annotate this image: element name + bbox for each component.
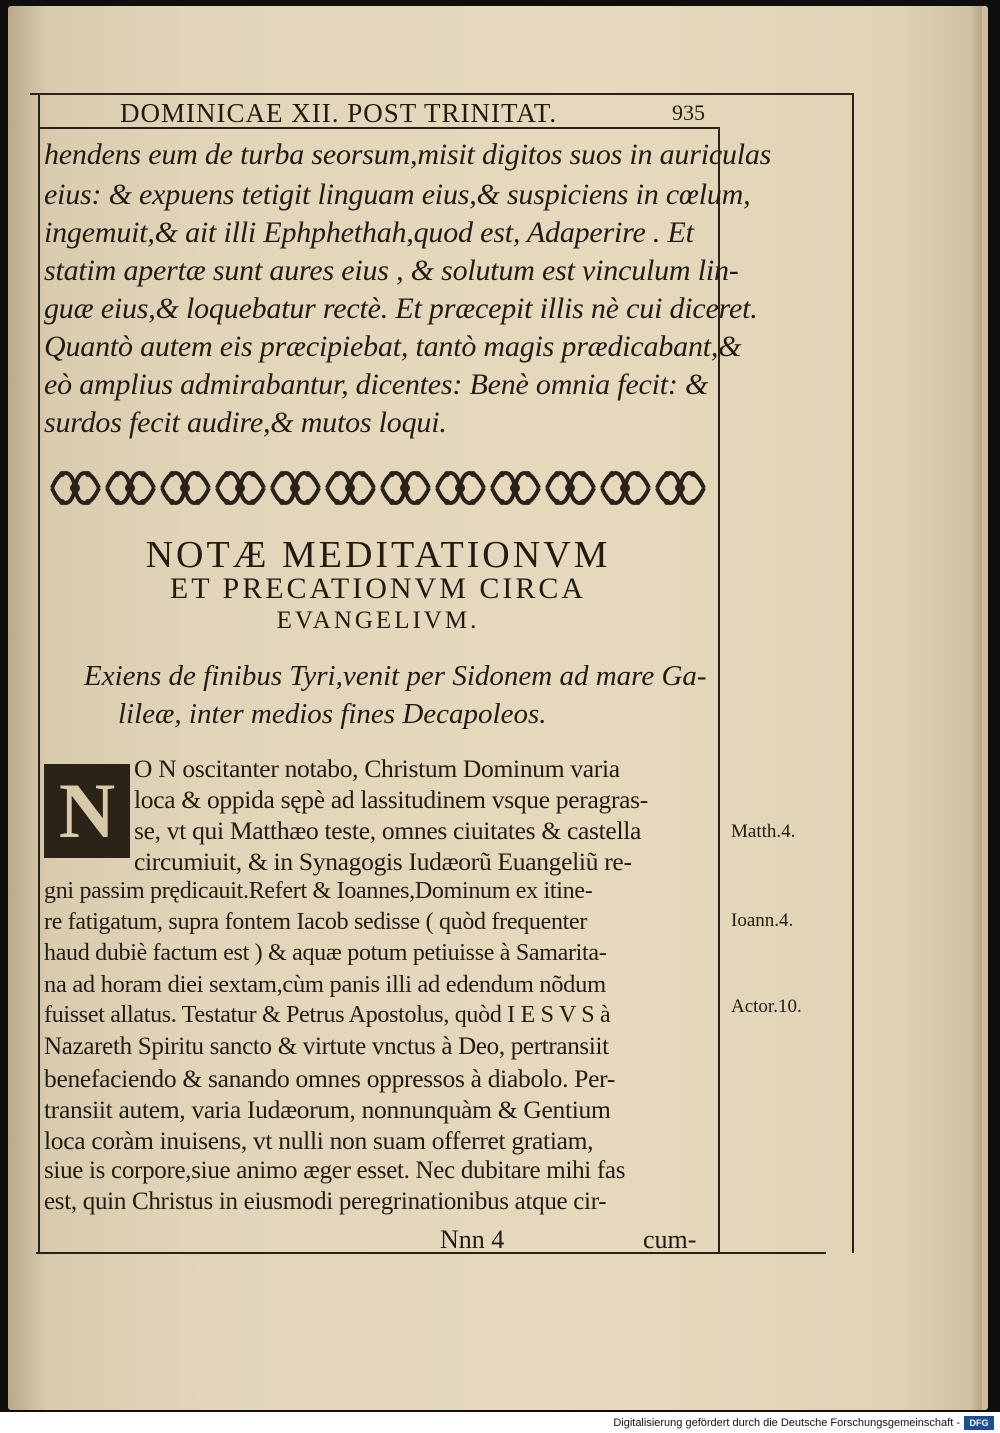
body-line: est, quin Christus in eiusmodi peregrinationibus atque cir-	[44, 1188, 607, 1215]
gospel-line: eius: & expuens tetigit linguam eius,& suspiciens in cœlum,	[44, 178, 751, 211]
verse-line: lileæ, inter medios fines Decapoleos.	[118, 698, 547, 730]
body-line: circumiuit, & in Synagogis Iudæorũ Euangeliũ re-	[134, 847, 632, 876]
decorative-border-ornament	[48, 462, 708, 514]
left-frame-rule	[38, 93, 40, 1253]
margin-frame-rule	[852, 93, 854, 1253]
verse-line: Exiens de finibus Tyri,venit per Sidonem ad mare Ga-	[84, 660, 707, 692]
gospel-line: surdos fecit audire,& mutos loqui.	[44, 406, 447, 439]
marginal-note: Ioann.4.	[731, 910, 794, 931]
catchword: cum-	[643, 1225, 697, 1254]
gospel-line: Quantò autem eis præcipiebat, tantò magis prædicabant,&	[44, 330, 742, 363]
marginal-note: Actor.10.	[731, 996, 802, 1017]
section-title-line-2: ET PRECATIONVM CIRCA	[169, 572, 587, 605]
section-title-line-3: EVANGELIVM.	[276, 607, 480, 634]
body-line: haud dubiè factum est ) & aquæ potum petiuisse à Samarita-	[44, 940, 607, 966]
marginal-note: Matth.4.	[731, 821, 796, 842]
gospel-line: statim apertæ sunt aures eius , & solutum est vinculum lin-	[44, 254, 739, 287]
gospel-line: eò amplius admirabantur, dicentes: Benè omnia fecit: &	[44, 368, 709, 401]
section-title-line-1: NOTÆ MEDITATIONVM	[145, 534, 611, 576]
body-line: se, vt qui Matthæo teste, omnes ciuitates & castella	[134, 816, 642, 845]
body-line: gni passim prędicauit.Refert & Ioannes,Dominum ex itine-	[44, 878, 593, 904]
body-line: fuisset allatus. Testatur & Petrus Apostolus, quòd I E S V S à	[44, 1002, 611, 1028]
page-edge	[972, 6, 982, 1410]
gospel-line: guæ eius,& loquebatur rectè. Et præcepit illis nè cui diceret.	[44, 292, 758, 325]
bottom-rule	[36, 1252, 826, 1254]
signature-mark: Nnn 4	[440, 1225, 505, 1254]
body-line: siue is corpore,siue animo æger esset. Nec dubitare mihi fas	[44, 1157, 626, 1184]
page-number: 935	[672, 100, 705, 125]
body-line: loca coràm inuisens, vt nulli non suam offerret gratiam,	[44, 1126, 594, 1155]
drop-cap-initial	[44, 764, 130, 858]
body-line: transiit autem, varia Iudæorum, nonnunquàm & Gentium	[44, 1095, 611, 1124]
digitization-footer	[0, 1414, 1000, 1433]
top-rule	[30, 93, 854, 95]
body-line: re fatigatum, supra fontem Iacob sedisse ( quòd frequenter	[44, 909, 588, 935]
footer-credit-text: Digitalisierung gefördert durch die Deutsche Forschungsgemeinschaft -	[613, 1417, 960, 1429]
body-line: benefaciendo & sanando omnes oppressos à diabolo. Per-	[44, 1064, 616, 1093]
body-line: loca & oppida sępè ad lassitudinem vsque peragras-	[134, 785, 648, 814]
body-line: na ad horam diei sextam,cùm panis illi ad edendum nõdum	[44, 971, 606, 998]
gospel-line: ingemuit,& ait illi Ephphethah,quod est, Adaperire . Et	[44, 216, 694, 249]
drop-cap-letter: N	[58, 767, 116, 854]
running-title: DOMINICAE XII. POST TRINITAT.	[120, 98, 558, 128]
body-line: Nazareth Spiritu sancto & virtute vnctus à Deo, pertransiit	[44, 1033, 609, 1060]
gospel-line: hendens eum de turba seorsum,misit digitos suos in auriculas	[44, 138, 772, 171]
dfg-logo[interactable]: DFG	[964, 1416, 994, 1430]
body-line: O N oscitanter notabo, Christum Dominum varia	[134, 754, 620, 783]
